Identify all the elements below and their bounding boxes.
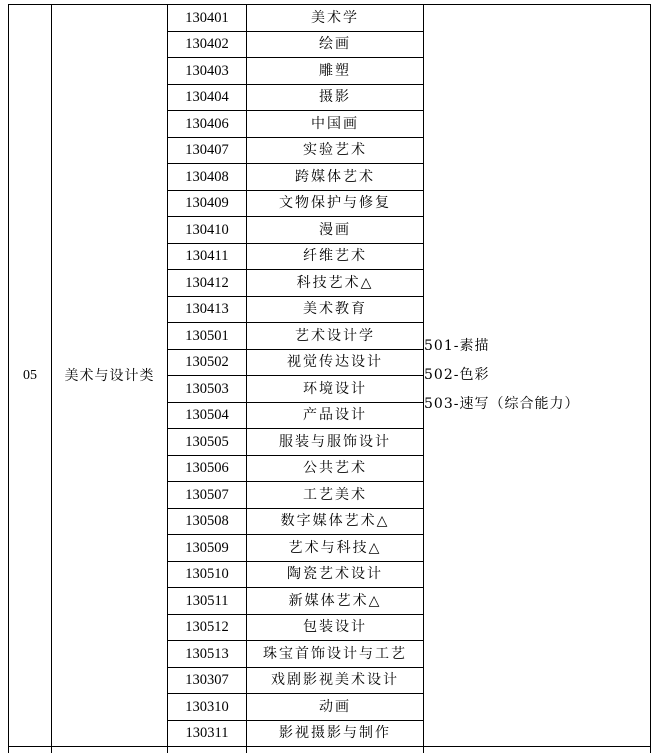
major-name-cell: 服装与服饰设计 — [247, 429, 424, 456]
next-row-cell — [168, 747, 247, 753]
major-code-cell: 130408 — [168, 164, 247, 191]
exam-subject: 502-色彩 — [424, 361, 650, 390]
major-code-cell: 130501 — [168, 323, 247, 350]
major-name-cell: 跨媒体艺术 — [247, 164, 424, 191]
major-code-cell: 130402 — [168, 31, 247, 58]
major-name-cell: 新媒体艺术△ — [247, 588, 424, 615]
major-name-cell: 包装设计 — [247, 614, 424, 641]
major-code-cell: 130411 — [168, 243, 247, 270]
major-name-cell: 视觉传达设计 — [247, 349, 424, 376]
major-code-cell: 130412 — [168, 270, 247, 297]
major-code-cell: 130406 — [168, 111, 247, 138]
major-code-cell: 130507 — [168, 482, 247, 509]
major-name-cell: 中国画 — [247, 111, 424, 138]
major-name-cell: 雕塑 — [247, 58, 424, 85]
exam-subject: 501-素描 — [424, 332, 650, 361]
major-code-cell: 130503 — [168, 376, 247, 403]
major-name-cell: 数字媒体艺术△ — [247, 508, 424, 535]
major-name-cell: 工艺美术 — [247, 482, 424, 509]
major-name-cell: 科技艺术△ — [247, 270, 424, 297]
major-code-cell: 130307 — [168, 667, 247, 694]
major-name-cell: 美术学 — [247, 5, 424, 32]
major-code-cell: 130504 — [168, 402, 247, 429]
major-code-cell: 130509 — [168, 535, 247, 562]
major-table-body — [9, 5, 651, 753]
major-name-cell: 实验艺术 — [247, 137, 424, 164]
major-code-cell: 130403 — [168, 58, 247, 85]
major-name-cell: 美术教育 — [247, 296, 424, 323]
major-code-cell: 130310 — [168, 694, 247, 721]
major-name-cell: 产品设计 — [247, 402, 424, 429]
major-code-cell: 130508 — [168, 508, 247, 535]
major-code-cell: 130404 — [168, 84, 247, 111]
major-name-cell: 艺术设计学 — [247, 323, 424, 350]
next-row-cell — [247, 747, 424, 753]
next-row-cell — [9, 747, 52, 753]
major-code-cell: 130407 — [168, 137, 247, 164]
major-code-cell: 130511 — [168, 588, 247, 615]
exam-subjects-cell — [424, 5, 651, 747]
major-name-cell: 纤维艺术 — [247, 243, 424, 270]
major-name-cell: 绘画 — [247, 31, 424, 58]
major-name-cell: 漫画 — [247, 217, 424, 244]
major-code-cell: 130513 — [168, 641, 247, 668]
next-row-cell — [424, 747, 651, 753]
major-code-cell: 130311 — [168, 720, 247, 747]
major-name-cell: 艺术与科技△ — [247, 535, 424, 562]
major-name-cell: 珠宝首饰设计与工艺 — [247, 641, 424, 668]
major-code-cell: 130502 — [168, 349, 247, 376]
major-code-cell: 130410 — [168, 217, 247, 244]
major-code-cell: 130413 — [168, 296, 247, 323]
table-row — [9, 5, 651, 32]
major-name-cell: 戏剧影视美术设计 — [247, 667, 424, 694]
major-name-cell: 摄影 — [247, 84, 424, 111]
major-name-cell: 公共艺术 — [247, 455, 424, 482]
major-code-cell: 130505 — [168, 429, 247, 456]
group-number-cell: 05 — [9, 5, 52, 747]
major-code-cell: 130409 — [168, 190, 247, 217]
major-name-cell: 文物保护与修复 — [247, 190, 424, 217]
major-code-cell: 130506 — [168, 455, 247, 482]
major-name-cell: 影视摄影与制作 — [247, 720, 424, 747]
major-name-cell: 陶瓷艺术设计 — [247, 561, 424, 588]
major-code-cell: 130401 — [168, 5, 247, 32]
next-table-row-partial — [9, 747, 651, 753]
major-code-cell: 130512 — [168, 614, 247, 641]
exam-subject: 503-速写（综合能力） — [424, 390, 650, 419]
major-table — [8, 4, 651, 753]
next-row-cell — [52, 747, 168, 753]
major-code-cell: 130510 — [168, 561, 247, 588]
major-name-cell: 动画 — [247, 694, 424, 721]
category-cell: 美术与设计类 — [52, 5, 168, 747]
major-name-cell: 环境设计 — [247, 376, 424, 403]
